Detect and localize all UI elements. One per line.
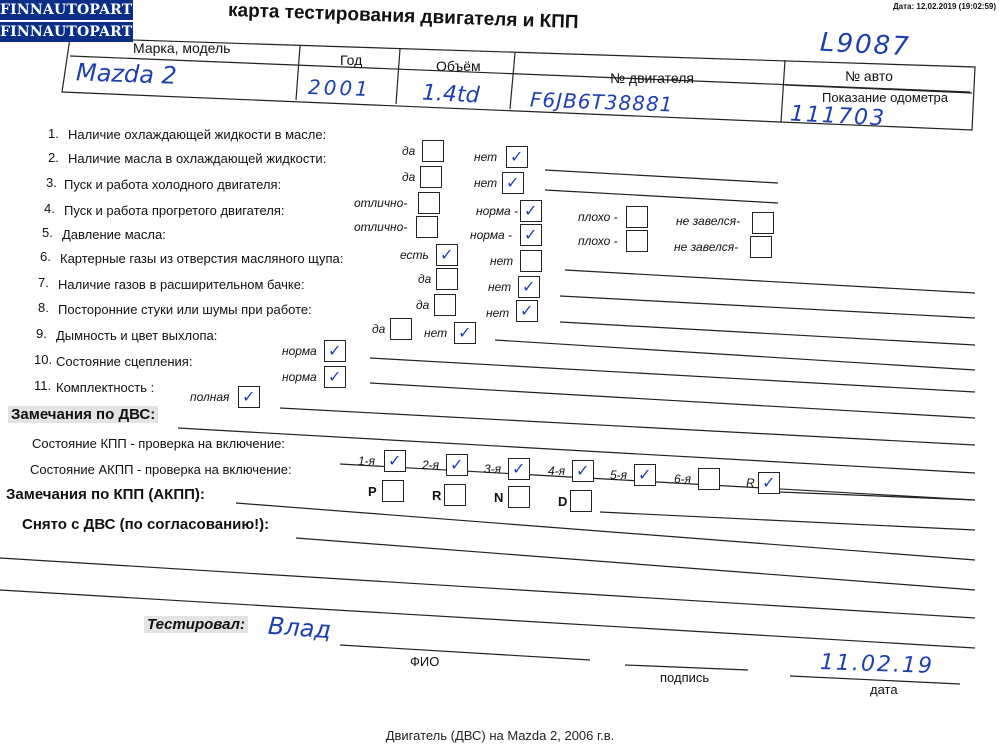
r7-no-label: нет — [488, 280, 512, 294]
odometer-value: 111703 — [789, 101, 887, 132]
item-5-number: 5. — [42, 225, 53, 240]
r4-normal-checkbox[interactable] — [520, 200, 542, 222]
auto-gear-p-checkbox[interactable] — [382, 480, 404, 502]
r7-yes-label: да — [418, 272, 432, 286]
r5-not-started-label: не завелся- — [674, 240, 739, 254]
gearbox-check-label: Состояние КПП - проверка на включение: — [32, 436, 285, 451]
r5-bad-label: плохо - — [578, 234, 618, 248]
item-3-label: Пуск и работа холодного двигателя: — [64, 177, 282, 192]
photo-caption: Двигатель (ДВС) на Mazda 2, 2006 г.в. — [385, 728, 615, 743]
check-mark-icon: ✓ — [524, 225, 538, 244]
item-4-number: 4. — [44, 201, 55, 216]
r9-no-checkbox[interactable] — [454, 322, 476, 344]
car-no-value: L9087 — [819, 27, 912, 63]
removed-label: Снято с ДВС (по согласованию!): — [22, 516, 270, 533]
tested-by-signature: Влад — [267, 611, 333, 645]
year-label: Год — [340, 52, 363, 68]
volume-label: Объём — [436, 58, 481, 74]
auto-gear-d-label: D — [558, 494, 568, 509]
r5-bad-checkbox[interactable] — [626, 230, 648, 252]
gear-3-checkbox[interactable] — [508, 458, 530, 480]
item-3-number: 3. — [46, 175, 57, 190]
check-mark-icon: ✓ — [524, 201, 538, 220]
item-11-number: 11. — [34, 378, 52, 393]
item-2-number: 2. — [48, 150, 59, 165]
date-label: дата — [870, 682, 898, 697]
r2-yes-label: да — [402, 170, 416, 184]
check-mark-icon: ✓ — [510, 147, 524, 166]
gear-6-checkbox[interactable] — [698, 468, 720, 490]
check-mark-icon: ✓ — [440, 245, 454, 264]
item-2-label: Наличие масла в охлаждающей жидкости: — [68, 151, 327, 166]
item-8-label: Посторонние стуки или шумы при работе: — [58, 302, 312, 317]
r9-yes-checkbox[interactable] — [390, 318, 412, 340]
r5-not-started-checkbox[interactable] — [750, 236, 772, 258]
item-1-number: 1. — [48, 126, 59, 141]
auto-gear-d-checkbox[interactable] — [570, 490, 592, 512]
r4-not-started-checkbox[interactable] — [752, 212, 774, 234]
r5-normal-label: норма - — [470, 228, 513, 242]
r2-no-label: нет — [474, 176, 498, 190]
item-9-number: 9. — [36, 326, 47, 341]
form-title: карта тестирования двигателя и КПП — [227, 0, 579, 34]
r8-yes-label: да — [416, 298, 430, 312]
r4-normal-label: норма - — [476, 204, 519, 218]
check-mark-icon: ✓ — [576, 461, 590, 480]
auto-gear-n-label: N — [494, 490, 504, 505]
gear-r-checkbox[interactable] — [758, 472, 780, 494]
check-mark-icon: ✓ — [328, 367, 342, 386]
r1-yes-label: да — [402, 144, 416, 158]
gear-2-checkbox[interactable] — [446, 454, 468, 476]
gear-r-label: R — [746, 476, 755, 490]
r8-no-checkbox[interactable] — [516, 300, 538, 322]
auto-gearbox-check-label: Состояние АКПП - проверка на включение: — [30, 462, 292, 477]
r1-yes-checkbox[interactable] — [422, 140, 444, 162]
r9-no-label: нет — [424, 326, 448, 340]
check-mark-icon: ✓ — [506, 173, 520, 192]
tested-by-label: Тестировал: — [144, 616, 248, 633]
r5-excellent-checkbox[interactable] — [416, 216, 438, 238]
check-mark-icon: ✓ — [450, 455, 464, 474]
auto-gear-p-label: P — [368, 484, 377, 499]
gear-6-label: 6-я — [674, 472, 692, 486]
gear-4-label: 4-я — [548, 464, 566, 478]
r6-present-label: есть — [400, 248, 429, 262]
r4-bad-checkbox[interactable] — [626, 206, 648, 228]
scan-date: Дата: 12.02.2019 (19:02:59) — [892, 2, 996, 11]
check-mark-icon: ✓ — [458, 323, 472, 342]
item-7-number: 7. — [38, 275, 49, 290]
auto-gear-n-checkbox[interactable] — [508, 486, 530, 508]
item-10-number: 10. — [34, 352, 53, 367]
item-6-number: 6. — [40, 249, 51, 264]
check-mark-icon: ✓ — [522, 277, 536, 296]
car-no-label: № авто — [845, 68, 893, 84]
r11-normal-label: норма — [282, 370, 317, 384]
gear-5-label: 5-я — [610, 468, 628, 482]
engine-remarks-label: Замечания по ДВС: — [8, 406, 158, 423]
auto-gear-r-checkbox[interactable] — [444, 484, 466, 506]
check-mark-icon: ✓ — [242, 387, 256, 406]
check-mark-icon: ✓ — [638, 465, 652, 484]
r6-no-label: нет — [490, 254, 514, 268]
r7-no-checkbox[interactable] — [518, 276, 540, 298]
r11-normal-checkbox[interactable] — [324, 366, 346, 388]
r8-no-label: нет — [486, 306, 510, 320]
gear-3-label: 3-я — [484, 462, 502, 476]
item-10-label: Состояние сцепления: — [56, 354, 193, 369]
signature-label: подпись — [660, 670, 710, 685]
r12-full-label: полная — [190, 390, 230, 404]
item-1-label: Наличие охлаждающей жидкости в масле: — [68, 127, 327, 142]
gear-5-checkbox[interactable] — [634, 464, 656, 486]
r2-yes-checkbox[interactable] — [420, 166, 442, 188]
r6-no-checkbox[interactable] — [520, 250, 542, 272]
make-model-value: Mazda 2 — [75, 58, 178, 90]
engine-no-label: № двигателя — [610, 70, 694, 86]
gearbox-remarks-label: Замечания по КПП (АКПП): — [6, 486, 205, 503]
r8-yes-checkbox[interactable] — [434, 294, 456, 316]
gear-2-label: 2-я — [422, 458, 440, 472]
item-11-label: Комплектность : — [56, 380, 155, 395]
r1-no-label: нет — [474, 150, 498, 164]
r3-excellent-label: отлично- — [354, 196, 408, 210]
r4-not-started-label: не завелся- — [676, 214, 741, 228]
item-9-label: Дымность и цвет выхлопа: — [56, 328, 218, 343]
watermark-logo: FINNAUTOPARTS — [0, 24, 143, 40]
watermark-logo: FINNAUTOPARTS — [0, 2, 143, 18]
r2-no-checkbox[interactable] — [502, 172, 524, 194]
date-value: 11.02.19 — [819, 650, 935, 679]
r3-excellent-checkbox[interactable] — [418, 192, 440, 214]
item-6-label: Картерные газы из отверстия масляного щупа: — [60, 251, 344, 266]
r1-no-checkbox[interactable] — [506, 146, 528, 168]
odometer-label: Показание одометра — [822, 90, 949, 105]
auto-gear-r-label: R — [432, 488, 442, 503]
volume-value: 1.4td — [421, 80, 481, 109]
item-5-label: Давление масла: — [62, 227, 166, 242]
r6-present-checkbox[interactable] — [436, 244, 458, 266]
item-8-number: 8. — [38, 300, 49, 315]
item-4-label: Пуск и работа прогретого двигателя: — [64, 203, 285, 218]
r4-bad-label: плохо - — [578, 210, 618, 224]
item-7-label: Наличие газов в расширительном бачке: — [58, 277, 305, 292]
r10-normal-checkbox[interactable] — [324, 340, 346, 362]
r5-excellent-label: отлично- — [354, 220, 408, 234]
check-mark-icon: ✓ — [762, 473, 776, 492]
gear-4-checkbox[interactable] — [572, 460, 594, 482]
check-mark-icon: ✓ — [388, 451, 402, 470]
r7-yes-checkbox[interactable] — [436, 268, 458, 290]
check-mark-icon: ✓ — [520, 301, 534, 320]
r5-normal-checkbox[interactable] — [520, 224, 542, 246]
fio-label: ФИО — [410, 654, 440, 669]
make-model-label: Марка, модель — [133, 40, 231, 56]
engine-no-value: F6JB6T38881 — [529, 87, 674, 117]
year-value: 2001 — [307, 74, 372, 102]
r10-normal-label: норма — [282, 344, 317, 358]
check-mark-icon: ✓ — [512, 459, 526, 478]
r9-yes-label: да — [372, 322, 386, 336]
gear-1-checkbox[interactable] — [384, 450, 406, 472]
gear-1-label: 1-я — [358, 454, 376, 468]
r12-full-checkbox[interactable] — [238, 386, 260, 408]
check-mark-icon: ✓ — [328, 341, 342, 360]
